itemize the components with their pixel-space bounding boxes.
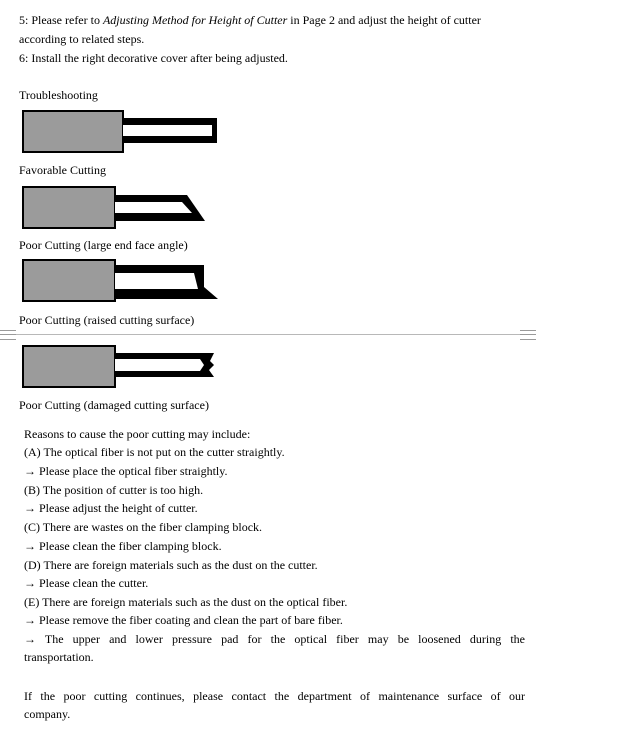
fiber-cut-figure-raised: [22, 259, 222, 303]
fiber-core-inner: [115, 202, 192, 213]
reason-item: → Please clean the cutter.: [24, 576, 149, 590]
reason-item: (C) There are wastes on the fiber clamping block.: [24, 520, 263, 534]
contact-note-line2: company.: [24, 707, 71, 721]
caption-favorable-cutting: Favorable Cutting: [19, 163, 106, 177]
contact-note: [24, 687, 525, 723]
reason-item: (E) There are foreign materials such as the dust on the optical fiber.: [24, 595, 348, 609]
divider-handle-right[interactable]: [520, 330, 536, 340]
fiber-core-inner: [115, 273, 198, 289]
fiber-body: [23, 260, 115, 301]
reason-item: → Please adjust the height of cutter.: [24, 501, 198, 515]
reason-item: (D) There are foreign materials such as the dust on the cutter.: [24, 558, 318, 572]
transport-note-line1: → The upper and lower pressure pad for the optical fiber may be loosened during the: [24, 632, 525, 646]
page-divider: [0, 334, 536, 335]
caption-troubleshooting: Troubleshooting: [19, 88, 98, 102]
fiber-cut-figure-straight: [22, 110, 222, 154]
reasons-heading: Reasons to cause the poor cutting may include:: [24, 427, 251, 441]
fiber-body: [23, 111, 123, 152]
fiber-core-inner: [123, 125, 212, 136]
fiber-cut-figure-angled: [22, 186, 222, 230]
reason-item: → Please clean the fiber clamping block.: [24, 539, 222, 553]
step5-line: [19, 11, 481, 29]
step5-continuation: according to related steps.: [19, 32, 145, 46]
fiber-body: [23, 187, 115, 228]
reason-item: → Please place the optical fiber straightly.: [24, 464, 228, 478]
caption-raised-cutting-surface: Poor Cutting (raised cutting surface): [19, 313, 195, 327]
reason-item: (B) The position of cutter is too high.: [24, 483, 204, 497]
divider-handle-left[interactable]: [0, 330, 16, 340]
fiber-cut-figure-damaged: [22, 345, 222, 389]
step5-prefix: 5: Please refer to: [19, 13, 103, 27]
fiber-body: [23, 346, 115, 387]
reason-item: (A) The optical fiber is not put on the cutter straightly.: [24, 445, 285, 459]
transport-note-line2: transportation.: [24, 650, 94, 664]
contact-note-line1: If the poor cutting continues, please contact the department of maintenance surface of our: [24, 689, 525, 703]
step5-reference: Adjusting Method for Height of Cutter: [102, 13, 288, 27]
reason-item: → Please remove the fiber coating and clean the part of bare fiber.: [24, 613, 343, 627]
caption-damaged-cutting-surface: Poor Cutting (damaged cutting surface): [19, 398, 209, 412]
fiber-core-inner: [115, 359, 204, 371]
step5-suffix: in Page 2 and adjust the height of cutter: [287, 13, 481, 27]
caption-large-end-face-angle: Poor Cutting (large end face angle): [19, 238, 188, 252]
transport-note: [24, 630, 525, 666]
step6-line: 6: Install the right decorative cover after being adjusted.: [19, 51, 288, 65]
